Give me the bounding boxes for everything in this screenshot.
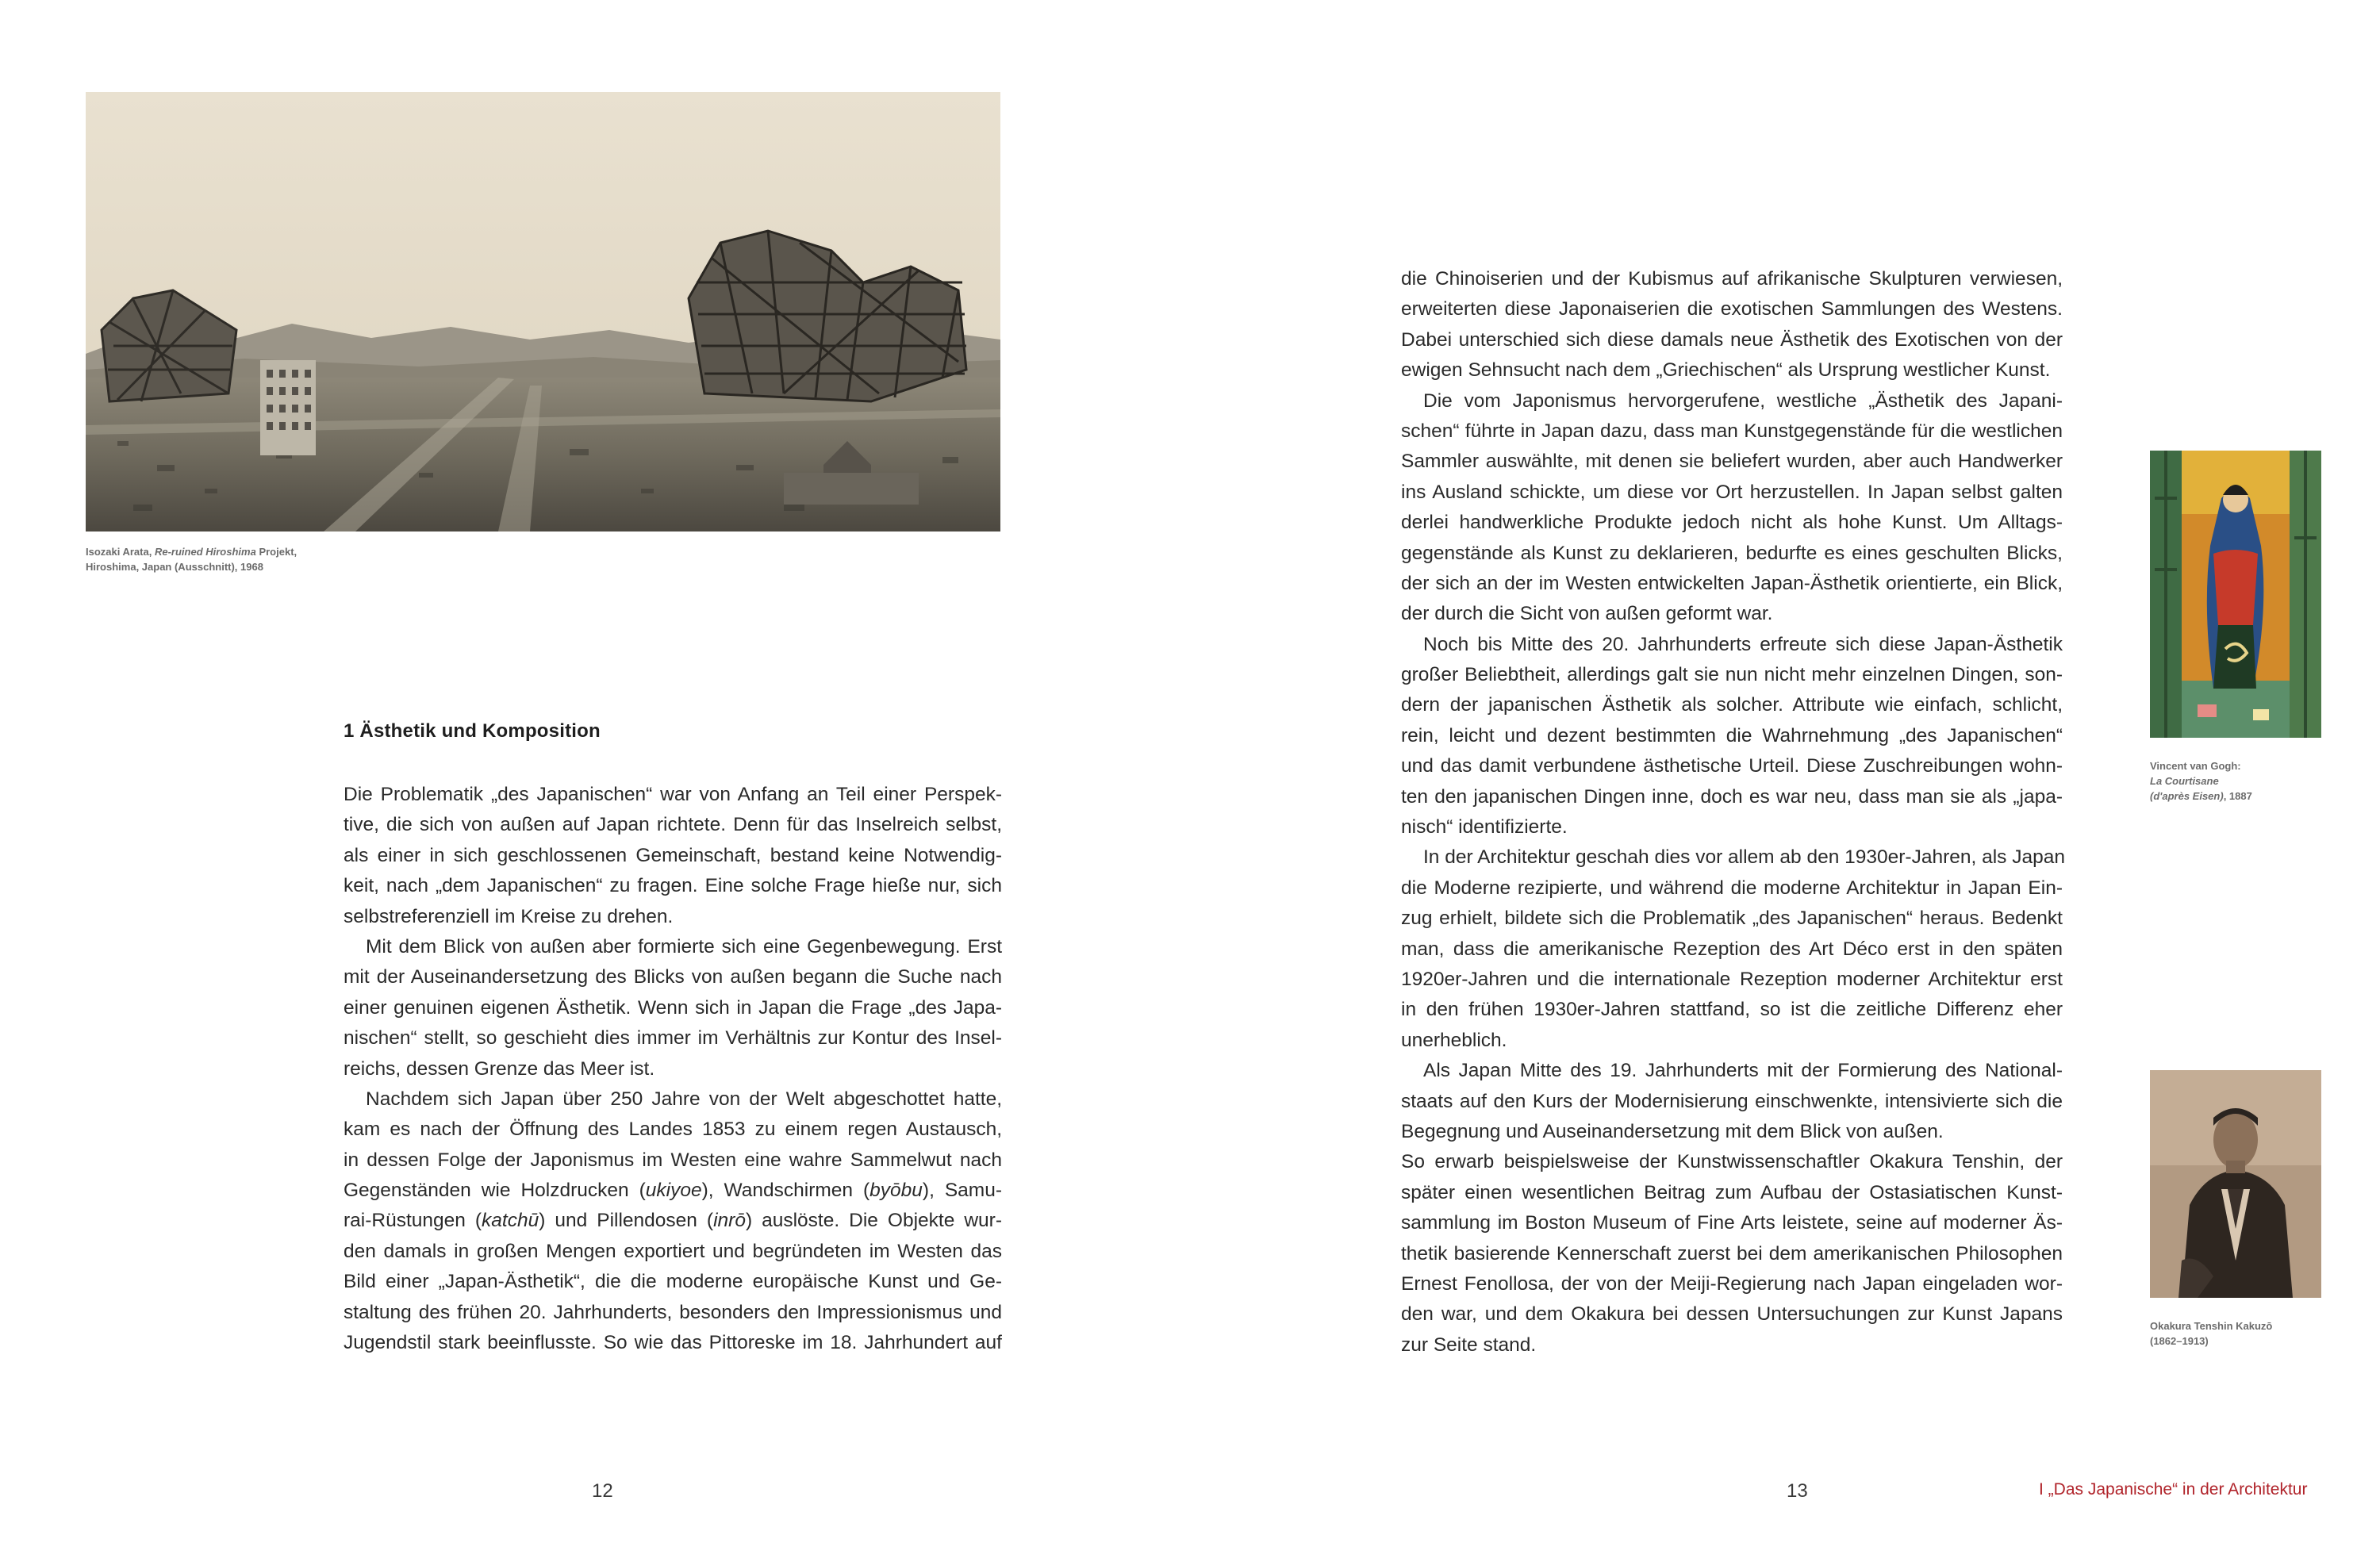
right-page bbox=[1190, 0, 2380, 1558]
caption-vg-title1: La Courtisane bbox=[2150, 775, 2219, 787]
van-gogh-courtisane-image bbox=[2150, 451, 2321, 738]
text-line: ins Ausland schickte, um diese vor Ort herzustellen. In Japan selbst galten bbox=[1401, 481, 2063, 503]
text-line: Als Japan Mitte des 19. Jahrhunderts mit der Formierung des National- bbox=[1423, 1060, 2063, 1082]
caption-author: Isozaki Arata, bbox=[86, 546, 152, 558]
text-line: die Moderne rezipierte, und während die moderne Architektur in Japan Ein- bbox=[1401, 877, 2063, 899]
text-line: unerheblich. bbox=[1401, 1029, 1507, 1051]
text-line: in dessen Folge der Japonismus im Westen eine wahre Sammelwut nach bbox=[344, 1149, 1002, 1171]
page-number-left: 12 bbox=[592, 1480, 613, 1502]
text-line: staats auf den Kurs der Modernisierung einschwenkte, intensivierte sich die bbox=[1401, 1090, 2063, 1112]
text-line: dern der japanischen Ästhetik als solcher. Attribute wie einfach, schlicht, bbox=[1401, 694, 2063, 716]
text-line: sammlung im Boston Museum of Fine Arts leistete, seine auf moderner Äs- bbox=[1401, 1212, 2063, 1234]
text-line: Gegenständen wie Holzdrucken (ukiyoe), Wandschirmen (byōbu), Samu- bbox=[344, 1180, 1003, 1202]
text-line: reichs, dessen Grenze das Meer ist. bbox=[344, 1057, 655, 1080]
text-line: zug erhielt, bildete sich die Problematik „des Japanischen“ heraus. Bedenkt bbox=[1401, 908, 2063, 930]
text-line: Noch bis Mitte des 20. Jahrhunderts erfreute sich diese Japan-Ästhetik bbox=[1423, 633, 2063, 655]
left-body-text bbox=[344, 780, 1002, 1358]
running-head: I „Das Japanische“ in der Architektur bbox=[2039, 1480, 2308, 1499]
page-number-right: 13 bbox=[1787, 1480, 1808, 1502]
text-line: staltung des frühen 20. Jahrhunderts, besonders den Impressionismus und bbox=[344, 1301, 1002, 1323]
text-line: Nachdem sich Japan über 250 Jahre von der Welt abgeschottet hatte, bbox=[366, 1088, 1002, 1110]
text-line: erweiterten diese Japonaiserien die exotischen Sammlungen des Westens. bbox=[1401, 298, 2063, 320]
caption-okakura-dates: (1862–1913) bbox=[2150, 1335, 2209, 1347]
text-line: ewigen Sehnsucht nach dem „Griechischen“ als Ursprung westlicher Kunst. bbox=[1401, 359, 2051, 382]
figure-caption-hiroshima bbox=[86, 544, 297, 574]
text-line: man, dass die amerikanische Rezeption des Art Déco erst in den späten bbox=[1401, 938, 2063, 960]
text-line: einer genuinen eigenen Ästhetik. Wenn sich in Japan die Frage „des Japa- bbox=[344, 996, 1002, 1019]
text-line: derlei handwerkliche Produkte jedoch nicht als hohe Kunst. Um Alltags- bbox=[1401, 512, 2063, 534]
text-line: ten den japanischen Dingen inne, doch es war neu, dass man sie als „japa- bbox=[1401, 785, 2063, 808]
text-line: schen“ führte in Japan dazu, dass man Kunstgegenstände für die westlichen bbox=[1401, 420, 2063, 442]
text-line: Sammler auswählte, mit denen sie beliefert wurden, aber auch Handwerker bbox=[1401, 451, 2063, 473]
text-line: 1920er-Jahren und die internationale Rezeption moderner Architektur erst bbox=[1401, 968, 2063, 990]
text-line: rai-Rüstungen (katchū) und Pillendosen (inrō) auslöste. Die Objekte wur- bbox=[344, 1210, 1002, 1232]
right-body-text bbox=[1401, 264, 2063, 1360]
text-line: den damals in großen Mengen exportiert und begründeten im Westen das bbox=[344, 1240, 1002, 1262]
section-heading: 1 Ästhetik und Komposition bbox=[344, 720, 601, 742]
text-line: Dabei unterschied sich diese damals neue Ästhetik des Exotischen von der bbox=[1401, 328, 2063, 351]
figure-caption-van-gogh bbox=[2150, 758, 2252, 804]
text-line: der sich an der im Westen entwickelten Japan-Ästhetik orientierte, ein Blick, bbox=[1401, 572, 2063, 594]
caption-title-rest: Projekt, bbox=[259, 546, 298, 558]
figure-caption-okakura bbox=[2150, 1318, 2272, 1349]
caption-okakura-name: Okakura Tenshin Kakuzō bbox=[2150, 1320, 2273, 1332]
text-line: Mit dem Blick von außen aber formierte sich eine Gegenbewegung. Erst bbox=[366, 935, 1002, 957]
text-line: mit der Auseinandersetzung des Blicks von außen begann die Suche nach bbox=[344, 966, 1002, 988]
text-line: nischen“ stellt, so geschieht dies immer im Verhältnis zur Kontur des Insel- bbox=[344, 1027, 1002, 1050]
caption-title-italic: Re-ruined Hiroshima bbox=[154, 546, 256, 558]
text-line: später einen wesentlichen Beitrag zum Aufbau der Ostasiatischen Kunst- bbox=[1401, 1181, 2063, 1203]
text-line: Bild einer „Japan-Ästhetik“, die die moderne europäische Kunst und Ge- bbox=[344, 1271, 1002, 1293]
hiroshima-collage-image bbox=[86, 92, 1000, 531]
text-line: Die vom Japonismus hervorgerufene, westliche „Ästhetik des Japani- bbox=[1423, 390, 2063, 412]
text-line: Die Problematik „des Japanischen“ war von Anfang an Teil einer Perspek- bbox=[344, 784, 1002, 805]
text-line: thetik basierende Kennerschaft zuerst bei dem amerikanischen Philosophen bbox=[1401, 1242, 2063, 1264]
text-line: großer Beliebtheit, allerdings galt sie nun nicht mehr einzelnen Dingen, son- bbox=[1401, 664, 2063, 686]
text-line: selbstreferenziell im Kreise zu drehen. bbox=[344, 905, 674, 927]
text-line: Jugendstil stark beeinflusste. So wie das Pittoreske im 18. Jahrhundert auf bbox=[344, 1332, 1002, 1354]
text-line: gegenstände als Kunst zu deklarieren, bedurfte es eines geschulten Blicks, bbox=[1401, 542, 2063, 564]
text-line: Begegnung und Auseinandersetzung mit dem Blick von außen. bbox=[1401, 1120, 1944, 1142]
text-line: In der Architektur geschah dies vor allem ab den 1930er-Jahren, als Japan bbox=[1423, 846, 2065, 869]
text-line: kam es nach der Öffnung des Landes 1853 zu einem regen Austausch, bbox=[344, 1119, 1002, 1141]
text-line: der durch die Sicht von außen geformt war. bbox=[1401, 603, 1773, 625]
caption-vg-author: Vincent van Gogh: bbox=[2150, 760, 2241, 772]
text-line: So erwarb beispielsweise der Kunstwissenschaftler Okakura Tenshin, der bbox=[1401, 1151, 2063, 1173]
caption-line-2: Hiroshima, Japan (Ausschnitt), 1968 bbox=[86, 561, 263, 573]
text-line: tive, die sich von außen auf Japan richtete. Denn für das Inselreich selbst, bbox=[344, 814, 1002, 836]
text-line: zur Seite stand. bbox=[1401, 1334, 1537, 1356]
caption-vg-year: , 1887 bbox=[2223, 790, 2252, 802]
text-line: keit, nach „dem Japanischen“ zu fragen. Eine solche Frage hieße nur, sich bbox=[344, 875, 1002, 897]
text-line: den war, und dem Okakura bei dessen Untersuchungen zur Kunst Japans bbox=[1401, 1303, 2063, 1326]
text-line: als einer in sich geschlossenen Gemeinschaft, bestand keine Notwendig- bbox=[344, 844, 1002, 866]
text-line: in den frühen 1930er-Jahren stattfand, so ist die zeitliche Differenz eher bbox=[1401, 999, 2063, 1021]
text-line: und das damit verbundene ästhetische Urteil. Diese Zuschreibungen wohn- bbox=[1401, 755, 2063, 777]
text-line: Ernest Fenollosa, der von der Meiji-Regierung nach Japan eingeladen wor- bbox=[1401, 1272, 2063, 1295]
caption-vg-title2: (d'après Eisen) bbox=[2150, 790, 2224, 802]
text-line: rein, leicht und dezent bestimmten die Wahrnehmung „des Japanischen“ bbox=[1401, 724, 2063, 746]
text-line: die Chinoiserien und der Kubismus auf afrikanische Skulpturen verwiesen, bbox=[1401, 268, 2063, 290]
text-line: nisch“ identifizierte. bbox=[1401, 816, 1568, 838]
okakura-portrait-image bbox=[2150, 1070, 2321, 1298]
